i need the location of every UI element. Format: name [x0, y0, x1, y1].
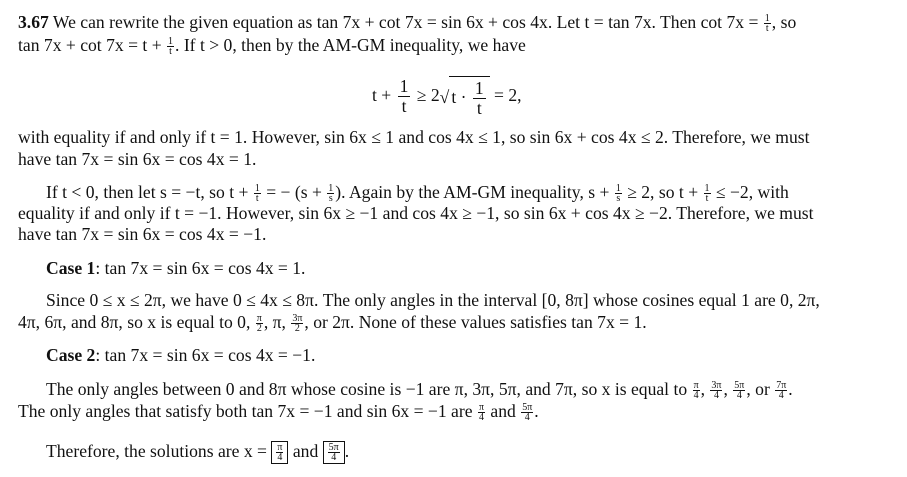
paragraph-intro-line-1 [18, 12, 796, 33]
answer-box-1: $\frac{\pi}{4}$ [271, 441, 288, 464]
paragraph-equality-line-2: have tan 7x = sin 6x = cos 4x = 1. [18, 149, 257, 169]
paragraph-case-1-line-2: 4π, 6π, and 8π, so x is equal to 0, $\frac{\pi}{2}$ , π, $\frac{3\pi}{2}$ , or 2π. None of these values satisfies tan 7x = 1. [18, 312, 647, 335]
text: , so [771, 12, 797, 32]
text: tan 7x + cot 7x = t + [18, 35, 167, 55]
fraction-1-over-t: $\frac{1}{t}$ [399, 76, 409, 117]
paragraph-negative-line-2: equality if and only if t = −1. However, sin 6x ≥ −1 and cos 4x ≥ −1, so sin 6x + cos 4x ≥ −2. Therefore, we must [18, 203, 814, 223]
final-answer: Therefore, the solutions are x = $\frac{\pi}{4}$ and $\frac{5\pi}{4}$ . [46, 441, 350, 464]
paragraph-negative-line-1: If t < 0, then let s = −t, so t + $\frac{1}{t}$ = − (s + $\frac{1}{s}$ ). Again by the AM-GM inequality, s + $\frac{1}{s}$ ≥ 2, so t + $\frac{1}{t}$ ≤ −2, with [46, 182, 789, 205]
display-inequality [372, 75, 522, 118]
square-root: √ t · $\frac{1}{t}$ [440, 76, 490, 118]
paragraph-negative-line-3: have tan 7x = sin 6x = cos 4x = −1. [18, 224, 267, 244]
fraction-1-over-t: $\frac{1}{t}$ [168, 36, 174, 58]
text: ≥ 2 [412, 85, 440, 105]
paragraph-equality-line-1: with equality if and only if t = 1. However, sin 6x ≤ 1 and cos 4x ≤ 1, so sin 6x + cos 4x ≤ 2. Therefore, we must [18, 127, 810, 147]
problem-number: 3.67 [18, 12, 49, 32]
paragraph-intro-line-2 [18, 35, 526, 56]
fraction-1-over-t: $\frac{1}{t}$ [764, 13, 770, 35]
text: . If t > 0, then by the AM-GM inequality, we have [175, 35, 526, 55]
paragraph-case-2-line-2: The only angles that satisfy both tan 7x = −1 and sin 6x = −1 are $\frac{\pi}{4}$ and $\frac{5\pi}{4}$ . [18, 401, 539, 424]
paragraph-case-1-line-1: Since 0 ≤ x ≤ 2π, we have 0 ≤ 4x ≤ 8π. The only angles in the interval [0, 8π] whose cosines equal 1 are 0, 2π, [46, 290, 820, 310]
answer-box-2: $\frac{5\pi}{4}$ [323, 441, 345, 464]
paragraph-case-2-line-1: The only angles between 0 and 8π whose cosine is −1 are π, 3π, 5π, and 7π, so x is equal to $\frac{\pi}{4}$ , $\frac{3\pi}{4}$ , $\frac{5\pi}{4}$ , or $\frac{7\pi}{4}$ . [46, 379, 793, 402]
text: = 2, [489, 85, 522, 105]
text: We can rewrite the given equation as tan 7x + cot 7x = sin 6x + cos 4x. Let t = tan 7x. Then cot 7x = [48, 12, 763, 32]
text: t + [372, 85, 396, 105]
case-2-heading: Case 2: tan 7x = sin 6x = cos 4x = −1. [46, 345, 316, 365]
radical-sign-icon: √ [439, 86, 450, 107]
case-1-heading: Case 1: tan 7x = sin 6x = cos 4x = 1. [46, 258, 306, 278]
